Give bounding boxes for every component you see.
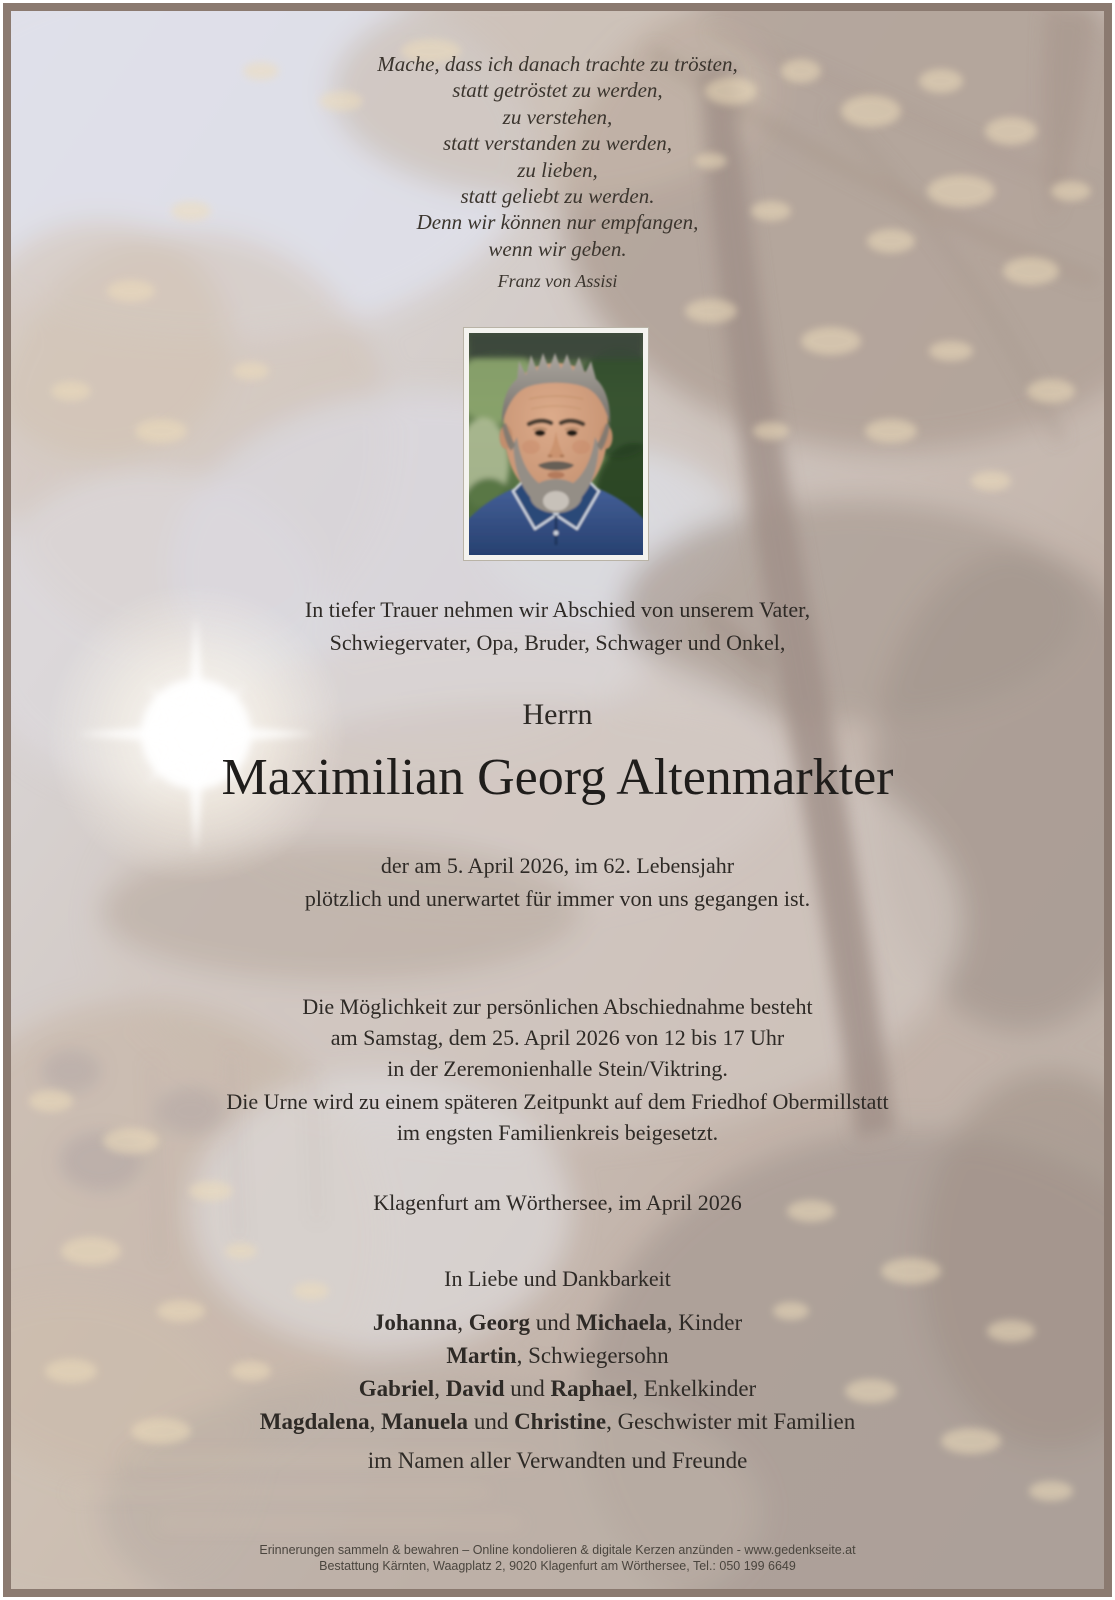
farewell-info: Die Möglichkeit zur persönlichen Abschiednahme besteht am Samstag, dem 25. April 2026 von 12 bis 17 Uhr in der Zeremonienhalle Stein/Viktring. [302, 994, 813, 1081]
memorial-quote: Mache, dass ich danach trachte zu trösten, statt getröstet zu werden, zu verstehen, statt verstanden zu werden, zu lieben, statt geliebt zu werden. Denn wir können nur empfangen, wenn wir geben. [377, 52, 738, 261]
intro-text: In tiefer Trauer nehmen wir Abschied von unserem Vater, Schwiegervater, Opa, Bruder, Schwager und Onkel, [304, 597, 811, 655]
mourner-line: Gabriel, David und Raphael, Enkelkinder [358, 1376, 757, 1401]
mourner-name: Manuela [381, 1409, 469, 1434]
closing-line: im Namen aller Verwandten und Freunde [367, 1448, 748, 1473]
mourner-line: Martin, Schwiegersohn [446, 1343, 669, 1368]
urn-info: Die Urne wird zu einem späteren Zeitpunkt auf dem Friedhof Obermillstatt im engsten Familienkreis beigesetzt. [226, 1089, 889, 1145]
mourner-name: Christine [514, 1409, 607, 1434]
mourner-name: Raphael [550, 1376, 633, 1401]
page-frame [3, 3, 1112, 1597]
portrait-photo [464, 328, 648, 560]
gratitude-line: In Liebe und Dankbarkeit [444, 1266, 671, 1291]
mourner-name: Gabriel [358, 1376, 435, 1401]
deceased-name: Maximilian Georg Altenmarkter [221, 749, 894, 806]
quote-attribution: Franz von Assisi [497, 271, 618, 291]
salutation: Herrn [522, 698, 593, 731]
mourner-name: Michaela [576, 1310, 667, 1335]
mourner-name: David [445, 1376, 505, 1401]
death-date-text: der am 5. April 2026, im 62. Lebensjahr plötzlich und unerwartet für immer von uns gegangen ist. [304, 853, 811, 911]
place-date-line: Klagenfurt am Wörthersee, im April 2026 [373, 1190, 742, 1215]
mourners-list [11, 1306, 1104, 1438]
mourner-line: Johanna, Georg und Michaela, Kinder [372, 1310, 743, 1335]
portrait-image [469, 333, 643, 555]
mourner-name: Georg [468, 1310, 531, 1335]
mourner-name: Johanna [372, 1310, 458, 1335]
mourner-name: Martin [446, 1343, 517, 1368]
footer: Erinnerungen sammeln & bewahren – Online kondolieren & digitale Kerzen anzünden - www.gedenkseite.at Bestattung Kärnten, Waagplatz 2, 9020 Klagenfurt am Wörthersee, Tel.: 050 199 6649 [259, 1543, 856, 1573]
mourner-name: Magdalena [259, 1409, 370, 1434]
mourner-line: Magdalena, Manuela und Christine, Geschwister mit Familien [259, 1409, 856, 1434]
